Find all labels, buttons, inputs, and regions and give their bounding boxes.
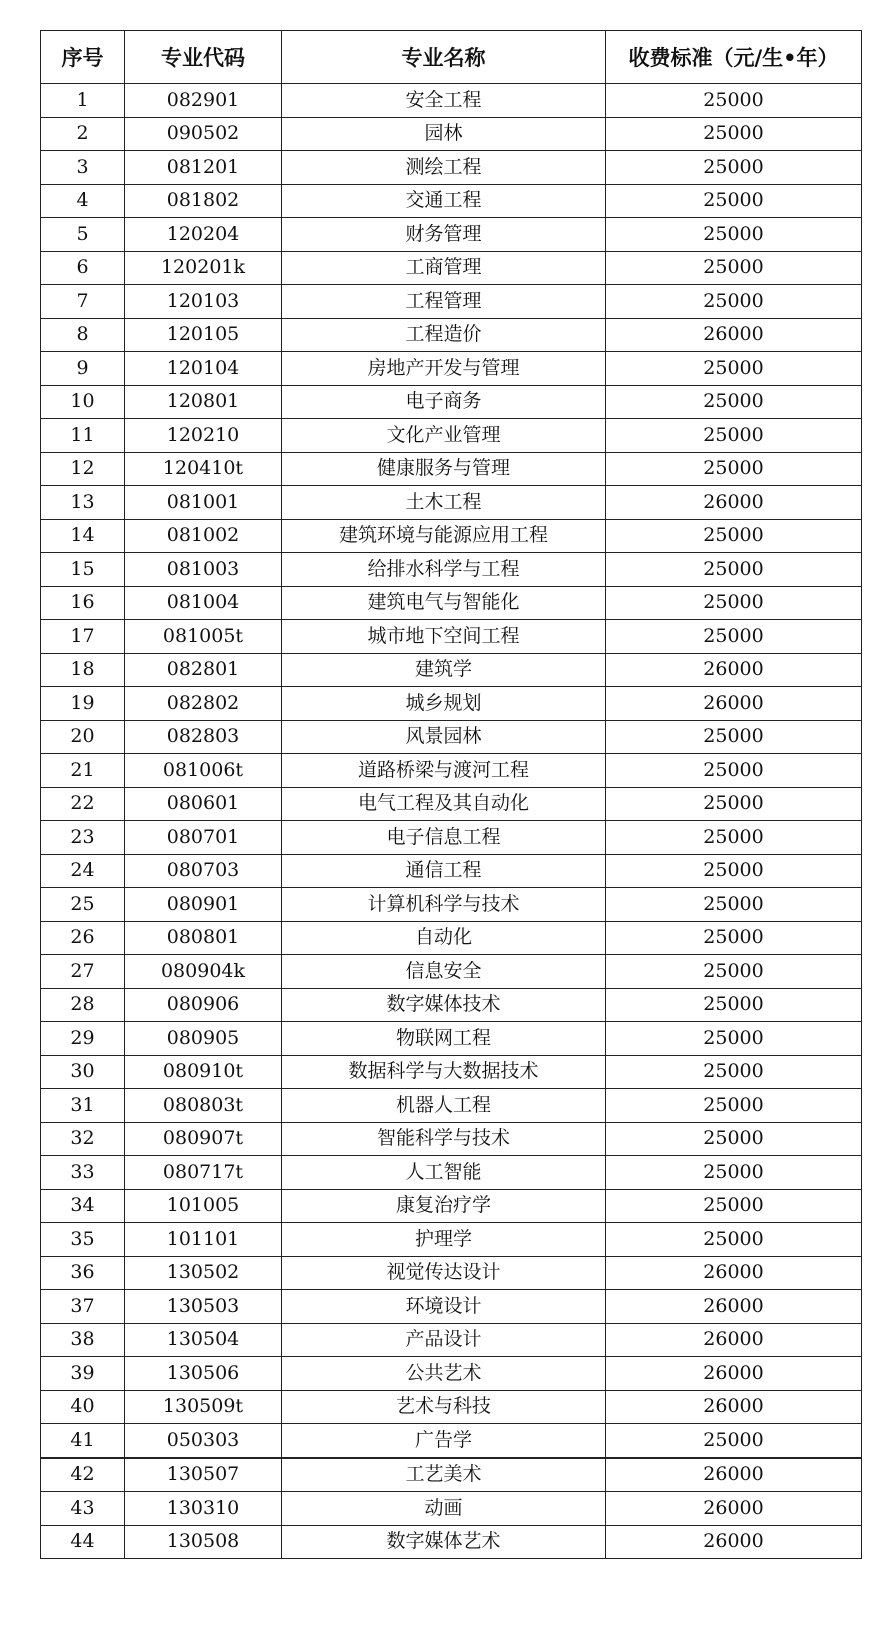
fee-cell: 25000 (606, 620, 862, 654)
table-row (41, 251, 862, 285)
major-code-cell: 130508 (125, 1525, 282, 1559)
major-code-cell: 082802 (125, 687, 282, 721)
table-row (41, 1256, 862, 1290)
header-major-code: 专业代码 (125, 31, 282, 84)
major-code-cell: 080904k (125, 955, 282, 989)
major-code-cell: 080910t (125, 1055, 282, 1089)
major-code-cell: 081002 (125, 519, 282, 553)
table-row (41, 218, 862, 252)
major-code-cell: 120210 (125, 419, 282, 453)
serial-number-cell: 3 (41, 151, 125, 185)
major-name-cell: 广告学 (282, 1424, 606, 1458)
serial-number-cell: 17 (41, 620, 125, 654)
table-row (41, 1223, 862, 1257)
major-name-cell: 建筑环境与能源应用工程 (282, 519, 606, 553)
serial-number-cell: 29 (41, 1022, 125, 1056)
fee-cell: 25000 (606, 1223, 862, 1257)
fee-cell: 26000 (606, 687, 862, 721)
fee-cell: 25000 (606, 988, 862, 1022)
major-code-cell: 080601 (125, 787, 282, 821)
fee-cell: 25000 (606, 1122, 862, 1156)
major-name-cell: 城市地下空间工程 (282, 620, 606, 654)
fee-cell: 25000 (606, 184, 862, 218)
table-row (41, 1022, 862, 1056)
table-row (41, 921, 862, 955)
serial-number-cell: 27 (41, 955, 125, 989)
major-name-cell: 安全工程 (282, 84, 606, 118)
serial-number-cell: 13 (41, 486, 125, 520)
major-name-cell: 健康服务与管理 (282, 452, 606, 486)
major-code-cell: 080703 (125, 854, 282, 888)
serial-number-cell: 14 (41, 519, 125, 553)
major-name-cell: 测绘工程 (282, 151, 606, 185)
serial-number-cell: 10 (41, 385, 125, 419)
fee-cell: 25000 (606, 1055, 862, 1089)
fee-cell: 25000 (606, 452, 862, 486)
major-name-cell: 工程管理 (282, 285, 606, 319)
major-name-cell: 数据科学与大数据技术 (282, 1055, 606, 1089)
serial-number-cell: 24 (41, 854, 125, 888)
major-name-cell: 人工智能 (282, 1156, 606, 1190)
major-name-cell: 文化产业管理 (282, 419, 606, 453)
major-code-cell: 130504 (125, 1323, 282, 1357)
serial-number-cell: 8 (41, 318, 125, 352)
header-fee-standard: 收费标准（元/生•年） (606, 31, 862, 84)
serial-number-cell: 2 (41, 117, 125, 151)
major-name-cell: 康复治疗学 (282, 1189, 606, 1223)
major-code-cell: 080801 (125, 921, 282, 955)
serial-number-cell: 26 (41, 921, 125, 955)
table-row (41, 821, 862, 855)
fee-cell: 26000 (606, 1458, 862, 1492)
major-name-cell: 建筑学 (282, 653, 606, 687)
major-name-cell: 智能科学与技术 (282, 1122, 606, 1156)
major-name-cell: 城乡规划 (282, 687, 606, 721)
fee-cell: 25000 (606, 419, 862, 453)
serial-number-cell: 33 (41, 1156, 125, 1190)
fee-cell: 26000 (606, 1323, 862, 1357)
major-code-cell: 080905 (125, 1022, 282, 1056)
table-row (41, 184, 862, 218)
table-row (41, 285, 862, 319)
serial-number-cell: 41 (41, 1424, 125, 1458)
major-name-cell: 工艺美术 (282, 1458, 606, 1492)
major-code-cell: 090502 (125, 117, 282, 151)
table-row (41, 1323, 862, 1357)
major-name-cell: 土木工程 (282, 486, 606, 520)
serial-number-cell: 16 (41, 586, 125, 620)
serial-number-cell: 32 (41, 1122, 125, 1156)
serial-number-cell: 40 (41, 1390, 125, 1424)
major-name-cell: 动画 (282, 1492, 606, 1526)
major-name-cell: 电子信息工程 (282, 821, 606, 855)
table-row (41, 888, 862, 922)
table-row (41, 318, 862, 352)
fee-cell: 26000 (606, 1357, 862, 1391)
major-code-cell: 082801 (125, 653, 282, 687)
major-code-cell: 130310 (125, 1492, 282, 1526)
fee-cell: 26000 (606, 1525, 862, 1559)
fee-cell: 25000 (606, 285, 862, 319)
fee-cell: 25000 (606, 1424, 862, 1458)
header-major-name: 专业名称 (282, 31, 606, 84)
serial-number-cell: 37 (41, 1290, 125, 1324)
major-code-cell: 081001 (125, 486, 282, 520)
serial-number-cell: 38 (41, 1323, 125, 1357)
major-name-cell: 数字媒体技术 (282, 988, 606, 1022)
major-name-cell: 建筑电气与智能化 (282, 586, 606, 620)
serial-number-cell: 43 (41, 1492, 125, 1526)
table-row (41, 1290, 862, 1324)
table-row (41, 720, 862, 754)
fee-cell: 25000 (606, 586, 862, 620)
table-row (41, 385, 862, 419)
table-row (41, 84, 862, 118)
serial-number-cell: 18 (41, 653, 125, 687)
major-code-cell: 080906 (125, 988, 282, 1022)
fee-cell: 26000 (606, 486, 862, 520)
fee-cell: 25000 (606, 352, 862, 386)
table-row (41, 1156, 862, 1190)
fee-cell: 25000 (606, 921, 862, 955)
fee-cell: 25000 (606, 519, 862, 553)
header-serial-number: 序号 (41, 31, 125, 84)
serial-number-cell: 1 (41, 84, 125, 118)
fee-cell: 25000 (606, 218, 862, 252)
fee-cell: 25000 (606, 1156, 862, 1190)
serial-number-cell: 44 (41, 1525, 125, 1559)
major-name-cell: 公共艺术 (282, 1357, 606, 1391)
major-code-cell: 120103 (125, 285, 282, 319)
major-name-cell: 通信工程 (282, 854, 606, 888)
serial-number-cell: 36 (41, 1256, 125, 1290)
major-code-cell: 050303 (125, 1424, 282, 1458)
major-name-cell: 财务管理 (282, 218, 606, 252)
major-name-cell: 电子商务 (282, 385, 606, 419)
serial-number-cell: 7 (41, 285, 125, 319)
table-row (41, 586, 862, 620)
major-code-cell: 081005t (125, 620, 282, 654)
fee-cell: 25000 (606, 720, 862, 754)
fee-cell: 26000 (606, 1492, 862, 1526)
major-code-cell: 082901 (125, 84, 282, 118)
fee-cell: 26000 (606, 1390, 862, 1424)
table-body (41, 84, 862, 1559)
table-row (41, 519, 862, 553)
fee-cell: 25000 (606, 888, 862, 922)
major-name-cell: 物联网工程 (282, 1022, 606, 1056)
serial-number-cell: 6 (41, 251, 125, 285)
serial-number-cell: 35 (41, 1223, 125, 1257)
major-code-cell: 080803t (125, 1089, 282, 1123)
serial-number-cell: 15 (41, 553, 125, 587)
table-row (41, 553, 862, 587)
major-code-cell: 081004 (125, 586, 282, 620)
serial-number-cell: 31 (41, 1089, 125, 1123)
serial-number-cell: 42 (41, 1458, 125, 1492)
table-row (41, 1424, 862, 1458)
major-name-cell: 给排水科学与工程 (282, 553, 606, 587)
table-row (41, 1189, 862, 1223)
major-code-cell: 081003 (125, 553, 282, 587)
table-row (41, 687, 862, 721)
table-row (41, 151, 862, 185)
serial-number-cell: 11 (41, 419, 125, 453)
major-code-cell: 080907t (125, 1122, 282, 1156)
major-name-cell: 道路桥梁与渡河工程 (282, 754, 606, 788)
table-row (41, 988, 862, 1022)
major-code-cell: 120204 (125, 218, 282, 252)
fee-cell: 25000 (606, 754, 862, 788)
fee-cell: 26000 (606, 653, 862, 687)
table-row (41, 955, 862, 989)
serial-number-cell: 22 (41, 787, 125, 821)
major-code-cell: 130506 (125, 1357, 282, 1391)
major-name-cell: 环境设计 (282, 1290, 606, 1324)
major-name-cell: 机器人工程 (282, 1089, 606, 1123)
major-name-cell: 计算机科学与技术 (282, 888, 606, 922)
serial-number-cell: 39 (41, 1357, 125, 1391)
major-name-cell: 产品设计 (282, 1323, 606, 1357)
fee-cell: 25000 (606, 1022, 862, 1056)
serial-number-cell: 19 (41, 687, 125, 721)
fee-cell: 25000 (606, 955, 862, 989)
table-header-row (41, 31, 862, 84)
fee-cell: 26000 (606, 1290, 862, 1324)
major-code-cell: 081201 (125, 151, 282, 185)
table-row (41, 117, 862, 151)
major-name-cell: 信息安全 (282, 955, 606, 989)
fee-cell: 25000 (606, 854, 862, 888)
major-code-cell: 120105 (125, 318, 282, 352)
table-row (41, 352, 862, 386)
major-name-cell: 电气工程及其自动化 (282, 787, 606, 821)
serial-number-cell: 34 (41, 1189, 125, 1223)
table-row (41, 1055, 862, 1089)
table-row (41, 419, 862, 453)
fee-cell: 25000 (606, 1089, 862, 1123)
serial-number-cell: 5 (41, 218, 125, 252)
major-name-cell: 工商管理 (282, 251, 606, 285)
fee-cell: 25000 (606, 553, 862, 587)
major-code-cell: 080717t (125, 1156, 282, 1190)
major-name-cell: 交通工程 (282, 184, 606, 218)
table-row (41, 754, 862, 788)
table-row (41, 1458, 862, 1492)
serial-number-cell: 4 (41, 184, 125, 218)
serial-number-cell: 12 (41, 452, 125, 486)
major-name-cell: 护理学 (282, 1223, 606, 1257)
major-code-cell: 130509t (125, 1390, 282, 1424)
major-code-cell: 120201k (125, 251, 282, 285)
table-row (41, 653, 862, 687)
serial-number-cell: 28 (41, 988, 125, 1022)
fee-cell: 25000 (606, 117, 862, 151)
table-row (41, 1357, 862, 1391)
serial-number-cell: 21 (41, 754, 125, 788)
fee-cell: 25000 (606, 251, 862, 285)
major-code-cell: 080701 (125, 821, 282, 855)
table-row (41, 787, 862, 821)
major-code-cell: 120801 (125, 385, 282, 419)
major-name-cell: 园林 (282, 117, 606, 151)
major-code-cell: 120410t (125, 452, 282, 486)
major-code-cell: 130507 (125, 1458, 282, 1492)
table-row (41, 1525, 862, 1559)
major-name-cell: 数字媒体艺术 (282, 1525, 606, 1559)
major-name-cell: 视觉传达设计 (282, 1256, 606, 1290)
serial-number-cell: 30 (41, 1055, 125, 1089)
serial-number-cell: 9 (41, 352, 125, 386)
major-code-cell: 080901 (125, 888, 282, 922)
table-row (41, 486, 862, 520)
major-code-cell: 101101 (125, 1223, 282, 1257)
major-name-cell: 工程造价 (282, 318, 606, 352)
major-code-cell: 101005 (125, 1189, 282, 1223)
major-code-cell: 081802 (125, 184, 282, 218)
fee-standard-table (40, 30, 862, 1559)
fee-cell: 25000 (606, 1189, 862, 1223)
major-name-cell: 风景园林 (282, 720, 606, 754)
major-code-cell: 130502 (125, 1256, 282, 1290)
fee-cell: 25000 (606, 385, 862, 419)
table-row (41, 854, 862, 888)
table-row (41, 1390, 862, 1424)
table-row (41, 1492, 862, 1526)
fee-cell: 25000 (606, 787, 862, 821)
major-name-cell: 房地产开发与管理 (282, 352, 606, 386)
table-row (41, 1089, 862, 1123)
major-code-cell: 120104 (125, 352, 282, 386)
serial-number-cell: 20 (41, 720, 125, 754)
table-row (41, 1122, 862, 1156)
fee-cell: 26000 (606, 1256, 862, 1290)
fee-cell: 26000 (606, 318, 862, 352)
serial-number-cell: 25 (41, 888, 125, 922)
major-code-cell: 081006t (125, 754, 282, 788)
fee-cell: 25000 (606, 84, 862, 118)
major-name-cell: 自动化 (282, 921, 606, 955)
major-code-cell: 082803 (125, 720, 282, 754)
major-name-cell: 艺术与科技 (282, 1390, 606, 1424)
table-row (41, 620, 862, 654)
serial-number-cell: 23 (41, 821, 125, 855)
table-row (41, 452, 862, 486)
major-code-cell: 130503 (125, 1290, 282, 1324)
fee-cell: 25000 (606, 821, 862, 855)
fee-cell: 25000 (606, 151, 862, 185)
